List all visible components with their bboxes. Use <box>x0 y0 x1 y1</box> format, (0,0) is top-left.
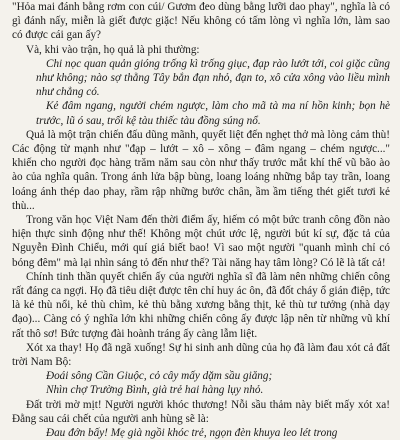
paragraph: Và, khi vào trận, họ quả là phi thường: <box>26 43 200 56</box>
paragraph: Chính tinh thần quyết chiến ấy của người nghĩa sĩ đã làm nên những chiến công rất đáng ca ngợi. Họ đã tiêu diệt được tên chỉ huy ác ôn, đã đốt cháy ổ gián điệp, tức là kẻ thù nổi, kẻ thù chìm, kẻ thù bằng xương bằng thịt, kẻ thù tư tưởng (nhà dạy đạo)... Càng có ý nghĩa lớn khi những chiến công ấy được lập nên từ những vũ khí rất thô sơ! Bức tượng đài hoành tráng ấy càng lẫm liệt. <box>12 270 390 340</box>
paragraph: "Hỏa mai đánh bằng rơm con cúi/ Gươm đeo dùng bằng lưỡi dao phay", nghĩa là có gì đánh nấy, miễn là giết được giặc! Nếu không có tấm lòng vì nghĩa lớn, làm sao có được cái gan ấy? <box>12 1 390 42</box>
verse-quote: Chi nọc quan quản gióng trống kì trống giục, đạp rào lướt tới, coi giặc cũng như không; nào sợ thằng Tây bắn đạn nhỏ, đạn to, xô cửa xông vào liều mình như chẳng có. <box>36 57 390 99</box>
verse-quote: Nhìn chợ Trường Bình, già trẻ hai hàng lụy nhỏ. <box>46 384 264 397</box>
paragraph: Quả là một trận chiến đấu dũng mãnh, quyết liệt đến nghẹt thở mà lòng cảm thù! Các động từ mạnh như "đạp – lướt – xô – xông – đâm ngang – chém ngược..." khiến cho người đọc hàng trăm năm sau còn như thấy trước mắt khí thế vũ bão ào ào của nghĩa quân. Trong ánh lửa bập bùng, loang loáng những bắp tay trần, loang loáng ánh thép dao phay, rầm rập những bước chân, ầm ầm tiếng thét giết tươi kẻ thù... <box>12 128 390 212</box>
verse-quote: Kẻ đâm ngang, người chém ngược, làm cho mã tà ma ní hồn kinh; bọn hè trước, lũ ó sau, trối kệ tàu thiếc tàu đồng súng nổ. <box>36 100 390 127</box>
paragraph: Trong văn học Việt Nam đến thời điểm ấy, hiếm có một bức tranh công đồn nào hiện thực sinh động như thế! Không một chút ước lệ, người bút kí sự, đặc tả của Nguyễn Đình Chiểu, mới quí giá biết bao! Vì sao một người "quanh mình chỉ có bóng đêm" mà lại nhìn sáng tỏ đến như thế? Tài năng hay tâm lòng? Có lẽ là tất cả! <box>12 214 390 269</box>
verse-quote: Đoái sông Cần Giuộc, cỏ cây mấy dặm sầu giăng; <box>46 370 273 383</box>
paragraph: Xót xa thay! Họ đã ngã xuống! Sự hi sinh anh dũng của họ đã làm đau xót cả đất trời Nam Bộ: <box>12 341 390 369</box>
paragraph: Đất trời mờ mịt! Người người khóc thương! Nỗi sầu thảm này biết mấy xót xa! Đằng sau cái chết của người anh hùng sẽ là: <box>12 398 390 425</box>
verse-quote: Đau đớn bấy! Mẹ già ngồi khóc trẻ, ngọn đèn khuya leo lét trong <box>46 427 338 440</box>
